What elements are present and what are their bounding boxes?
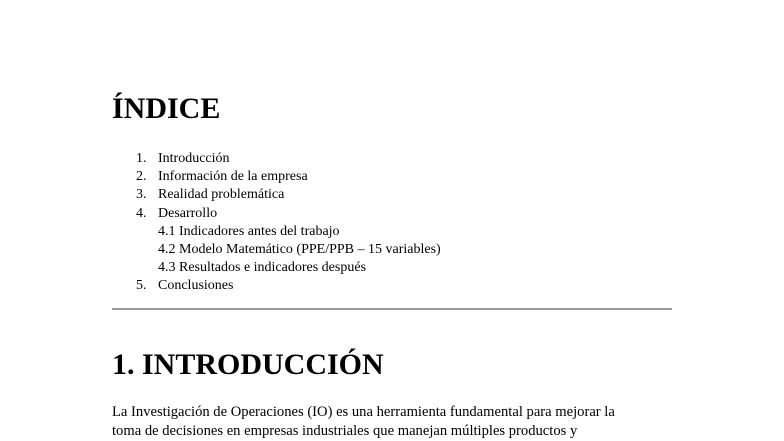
toc-item-label: Conclusiones bbox=[158, 278, 234, 294]
index-heading: ÍNDICE bbox=[112, 92, 221, 125]
toc-item-desarrollo bbox=[112, 205, 441, 223]
paragraph-line: toma de decisiones en empresas industriales que manejan múltiples productos y bbox=[112, 422, 578, 439]
toc-subitem-modelo-matematico bbox=[112, 241, 441, 259]
toc-item-label: Realidad problemática bbox=[158, 187, 285, 203]
toc-item-informacion-empresa bbox=[112, 168, 441, 186]
section-divider bbox=[112, 308, 672, 310]
toc-item-number: 4. bbox=[136, 205, 147, 221]
toc-item-label: 4.3 Resultados e indicadores después bbox=[158, 260, 367, 276]
toc-item-conclusiones bbox=[112, 277, 441, 295]
section-heading-introduccion: 1. INTRODUCCIÓN bbox=[112, 348, 384, 381]
toc-item-number: 5. bbox=[136, 278, 147, 294]
introduction-paragraph bbox=[112, 403, 672, 440]
toc-item-label: Introducción bbox=[158, 151, 230, 166]
toc-item-label: Información de la empresa bbox=[158, 169, 308, 185]
toc-item-number: 1. bbox=[136, 151, 147, 166]
toc-item-label: 4.1 Indicadores antes del trabajo bbox=[158, 223, 340, 239]
toc-item-label: Desarrollo bbox=[158, 205, 218, 221]
toc-subitem-resultados bbox=[112, 259, 441, 277]
paragraph-line: La Investigación de Operaciones (IO) es una herramienta fundamental para mejorar la bbox=[112, 404, 615, 420]
toc-item-label: 4.2 Modelo Matemático (PPE/PPB – 15 variables) bbox=[158, 242, 441, 258]
toc-item-number: 3. bbox=[136, 187, 147, 203]
toc-item-realidad-problematica bbox=[112, 186, 441, 204]
toc-item-number: 2. bbox=[136, 169, 147, 185]
toc-subitem-indicadores-antes bbox=[112, 223, 441, 241]
table-of-contents bbox=[112, 150, 441, 296]
toc-item-introduccion bbox=[112, 150, 441, 168]
